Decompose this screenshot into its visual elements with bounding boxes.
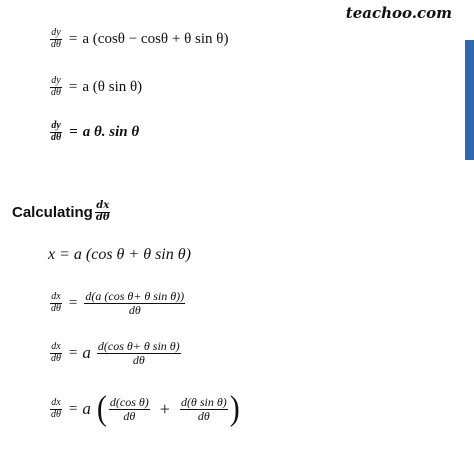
equation-line-5 bbox=[48, 290, 187, 316]
fraction-numerator: dx bbox=[96, 200, 110, 211]
fraction-numerator: dx bbox=[51, 291, 61, 303]
fraction-numerator: dy bbox=[51, 120, 61, 131]
fraction-dx-dtheta bbox=[50, 342, 62, 364]
equation-line-1 bbox=[48, 28, 228, 50]
side-accent-bar bbox=[465, 0, 474, 474]
equation-line-4 bbox=[48, 246, 191, 264]
equals-sign: = bbox=[68, 344, 78, 361]
close-parenthesis: ) bbox=[229, 389, 240, 428]
fraction-dy-dtheta bbox=[50, 121, 62, 143]
fraction-dx-dtheta bbox=[50, 292, 62, 314]
fraction-numerator: d(cos θ) bbox=[109, 394, 149, 409]
equals-sign: = bbox=[68, 30, 78, 47]
fraction-dy-dtheta bbox=[50, 28, 62, 50]
equation-line-6 bbox=[48, 340, 183, 366]
equation-expression: a (cosθ − cosθ + θ sin θ) bbox=[82, 30, 229, 47]
equation-line-2 bbox=[48, 76, 142, 98]
fraction-rhs bbox=[97, 340, 181, 366]
fraction-denominator: dθ bbox=[51, 408, 61, 420]
fraction-denominator: dθ bbox=[51, 86, 61, 98]
equation-line-3-result bbox=[48, 121, 139, 143]
heading-text: Calculating bbox=[12, 203, 93, 221]
side-accent-highlight bbox=[465, 40, 474, 160]
equals-sign: = bbox=[69, 123, 78, 140]
equals-sign: = bbox=[68, 400, 78, 417]
fraction-denominator: dθ bbox=[51, 352, 61, 364]
fraction-numerator: dx bbox=[51, 397, 61, 408]
plus-sign: + bbox=[159, 398, 170, 419]
fraction-denominator: dθ bbox=[51, 38, 61, 50]
teachoo-logo: teachoo.com bbox=[345, 4, 452, 22]
fraction-denominator: dθ bbox=[132, 352, 145, 367]
fraction-numerator: d(a (cos θ+ θ sin θ)) bbox=[85, 289, 185, 303]
fraction-denominator: dθ bbox=[51, 131, 62, 143]
fraction-denominator: dθ bbox=[51, 302, 61, 314]
fraction-numerator: dy bbox=[51, 75, 61, 86]
fraction-denominator: dθ bbox=[95, 211, 110, 223]
fraction-dy-dtheta bbox=[50, 76, 62, 98]
fraction-term-2 bbox=[180, 396, 228, 422]
equation-expression: a (θ sin θ) bbox=[82, 78, 143, 95]
open-parenthesis: ( bbox=[96, 389, 107, 428]
equation-expression: x = a (cos θ + θ sin θ) bbox=[48, 246, 191, 263]
fraction-numerator: dy bbox=[51, 27, 61, 38]
equals-sign: = bbox=[68, 294, 78, 311]
fraction-denominator: dθ bbox=[123, 408, 136, 423]
coefficient-a: a bbox=[82, 343, 91, 363]
fraction-denominator: dθ bbox=[128, 302, 141, 317]
fraction-dx-dtheta bbox=[95, 201, 111, 223]
equation-line-7 bbox=[48, 389, 240, 428]
fraction-numerator: d(θ sin θ) bbox=[180, 394, 227, 409]
coefficient-a: a bbox=[82, 399, 91, 418]
section-heading bbox=[12, 201, 113, 223]
equals-sign: = bbox=[68, 78, 78, 95]
fraction-rhs bbox=[84, 290, 185, 316]
fraction-numerator: d(cos θ+ θ sin θ) bbox=[97, 339, 180, 353]
fraction-denominator: dθ bbox=[197, 408, 210, 423]
equation-expression: a θ. sin θ bbox=[82, 123, 140, 140]
fraction-dx-dtheta bbox=[50, 398, 62, 420]
fraction-term-1 bbox=[109, 396, 150, 422]
fraction-numerator: dx bbox=[51, 341, 61, 353]
